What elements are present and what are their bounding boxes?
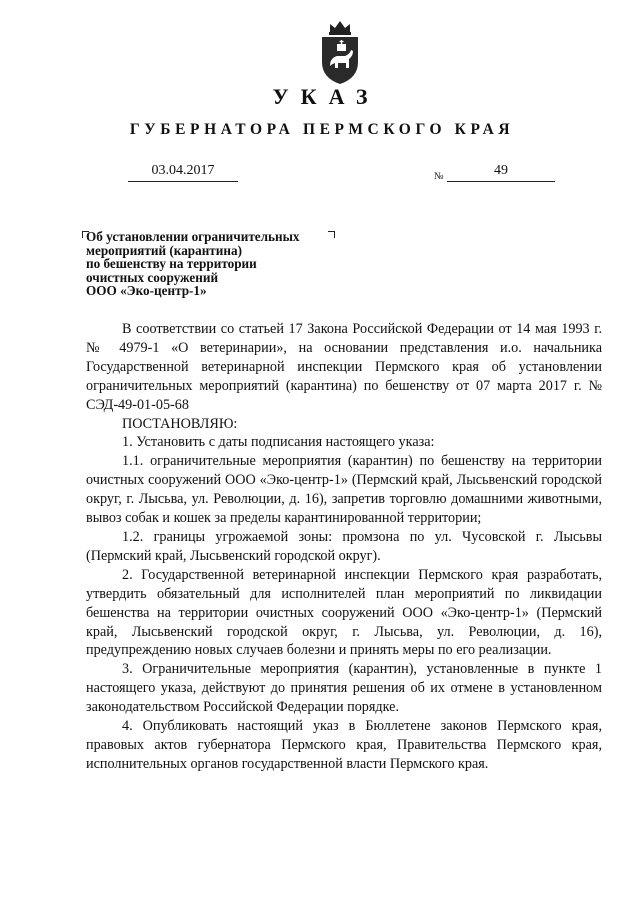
decree-subject xyxy=(86,230,336,298)
clause-1-2: 1.2. границы угрожаемой зоны: промзона по ул. Чусовской г. Лысьвы (Пермский край, Лысьвенский городской округ). xyxy=(86,528,602,564)
preamble-paragraph: В соответствии со статьей 17 Закона Российской Федерации от 14 мая 1993 г. № 4979-1 «О ветеринарии», на основании представления и.о. начальника Государственной ветеринарной инспекции Пермского края об установлении ограничительных мероприятий (карантина) по бешенству от 07 марта 2017 г. № СЭД-49-01-05-68 xyxy=(86,321,602,413)
decree-number: 49 xyxy=(447,163,555,182)
document-issuer: ГУБЕРНАТОРА ПЕРМСКОГО КРАЯ xyxy=(129,121,515,138)
clause-4: 4. Опубликовать настоящий указ в Бюллетене законов Пермского края, правовых актов губернатора Пермского края, Правительства Пермского края, исполнительных органов государственной власти Пермского края. xyxy=(86,718,602,772)
subject-line: мероприятий (карантина) xyxy=(86,242,242,258)
clause-2: 2. Государственной ветеринарной инспекции Пермского края разработать, утвердить обязательный для исполнителей план мероприятий по ликвидации бешенства на территории очистных сооружений ООО «Эко-центр-1» (Пермский край, Лысьвенский городской округ, г. Лысьва, ул. Революции, д. 16), предупреждению новых случаев болезни и принять меры по его реализации. xyxy=(86,566,602,659)
subject-line: по бешенству на территории xyxy=(86,256,257,272)
subject-line: ООО «Эко-центр-1» xyxy=(86,283,207,299)
decree-body xyxy=(86,320,602,774)
clause-1-1: 1.1. ограничительные мероприятия (карантин) по бешенству на территории очистных сооружений ООО «Эко-центр-1» (Пермский край, Лысьвенский городской округ, г. Лысьва, ул. Революции, д. 16), запретив торговлю домашними животными, вывоз собак и кошек за пределы карантинированной территории; xyxy=(86,453,602,527)
subject-line: очистных сооружений xyxy=(86,269,219,285)
coat-of-arms-icon xyxy=(318,18,362,86)
resolution-word: ПОСТАНОВЛЯЮ: xyxy=(122,415,238,432)
clause-3: 3. Ограничительные мероприятия (карантин), установленные в пункте 1 настоящего указа, действуют до принятия решения об их отмене в установленном законодательством Российской Федерации порядке. xyxy=(86,661,602,716)
clause-1: 1. Установить с даты подписания настоящего указа: xyxy=(122,434,435,451)
document-title: УКАЗ xyxy=(272,84,380,109)
decree-date: 03.04.2017 xyxy=(128,163,238,182)
number-sign: № xyxy=(434,171,444,182)
subject-line: Об установлении ограничительных xyxy=(86,229,300,244)
